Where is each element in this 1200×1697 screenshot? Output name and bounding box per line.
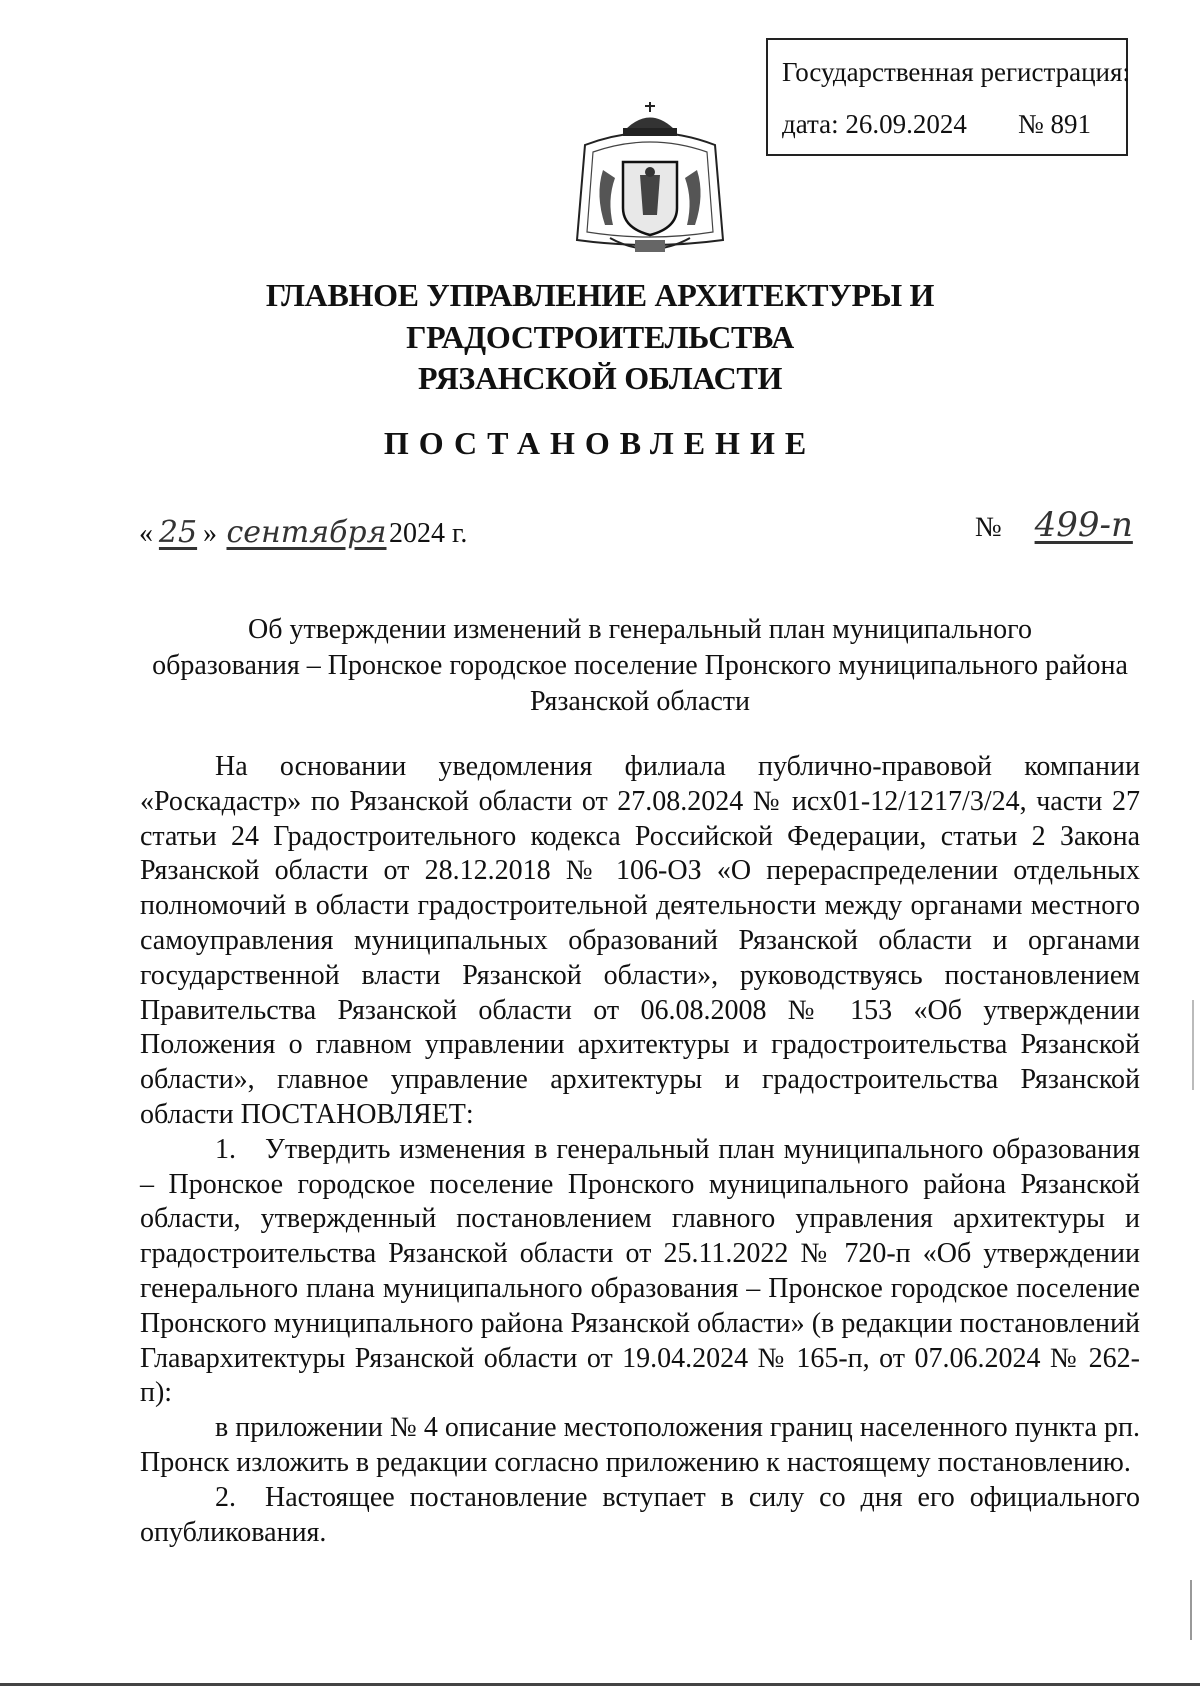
body-item-2 [140, 1481, 1140, 1551]
registration-stamp [766, 38, 1128, 156]
item-1-text: Утвердить изменения в генеральный план муниципального образования – Пронское городское поселение Пронского муниципального района Рязанской области, утвержденный постановлением главного управления архитектуры и градостроительства Рязанской области от 25.11.2022 № 720-п «Об утверждении генерального плана муниципального образования – Пронское городское поселение Пронского муниципального района Рязанской области» (в редакции постановлений Главархитектуры Рязанской области от 19.04.2024 № 165-п, от 07.06.2024 № 262-п): [140, 1133, 1140, 1409]
subject-line2: образования – Пронское городское поселение Пронского муниципального района [152, 649, 1128, 681]
date-day-handwritten: 25 [158, 515, 198, 550]
document-date [139, 515, 467, 550]
item-1-number: 1. [215, 1133, 236, 1165]
organization-name-line1: ГЛАВНОЕ УПРАВЛЕНИЕ АРХИТЕКТУРЫ И ГРАДОСТРОИТЕЛЬСТВА [265, 277, 935, 355]
subject-line1: Об утверждении изменений в генеральный план муниципального [248, 614, 1032, 645]
document-subject [140, 612, 1140, 719]
document-body [140, 750, 1140, 1550]
organization-name-line2: РЯЗАНСКОЙ ОБЛАСТИ [417, 360, 783, 397]
date-open-quote: « [139, 518, 153, 549]
body-item-1-subparagraph: в приложении № 4 описание местоположения границ населенного пункта рп. Пронск изложить в редакции согласно приложению к настоящему постановлению. [140, 1412, 1140, 1478]
coat-of-arms-emblem [565, 100, 735, 265]
date-close-quote: » [203, 518, 217, 549]
number-handwritten: 499-п [1034, 505, 1133, 545]
document-type: ПОСТАНОВЛЕНИЕ [383, 425, 817, 461]
organization-name [100, 275, 1100, 400]
subject-line3: Рязанской области [529, 685, 751, 717]
body-preamble: На основании уведомления филиала публично-правовой компании «Роскадастр» по Рязанской области от 27.08.2024 № исх01-12/1217/3/24, части 27 статьи 24 Градостроительного кодекса Российской Федерации, статьи 2 Закона Рязанской области от 28.12.2018 № 106-ОЗ «О перераспределении отдельных полномочий в области градостроительной деятельности между органами местного самоуправления муниципальных образований Рязанской области и органами государственной власти Рязанской области», руководствуясь постановлением Правительства Рязанской области от 06.08.2008 № 153 «Об утверждении Положения о главном управлении архитектуры и градостроительства Рязанской области», главное управление архитектуры и градостроительства Рязанской области ПОСТАНОВЛЯЕТ: [140, 751, 1140, 1130]
body-item-1 [140, 1133, 1140, 1411]
registration-number: № 891 [1018, 109, 1092, 139]
number-prefix: № [975, 512, 1002, 543]
date-month-handwritten: сентября [226, 515, 387, 550]
scan-edge-mark-lower [1190, 1580, 1192, 1640]
document-number [975, 505, 1159, 545]
scan-bottom-edge [0, 1683, 1200, 1686]
item-2-number: 2. [215, 1481, 236, 1513]
registration-title: Государственная регистрация: [782, 57, 1130, 87]
registration-date: дата: 26.09.2024 [782, 109, 967, 139]
scan-edge-mark [1192, 1000, 1194, 1090]
item-2-text: Настоящее постановление вступает в силу со дня его официального опубликования. [140, 1481, 1140, 1548]
date-year: 2024 г. [389, 518, 468, 549]
